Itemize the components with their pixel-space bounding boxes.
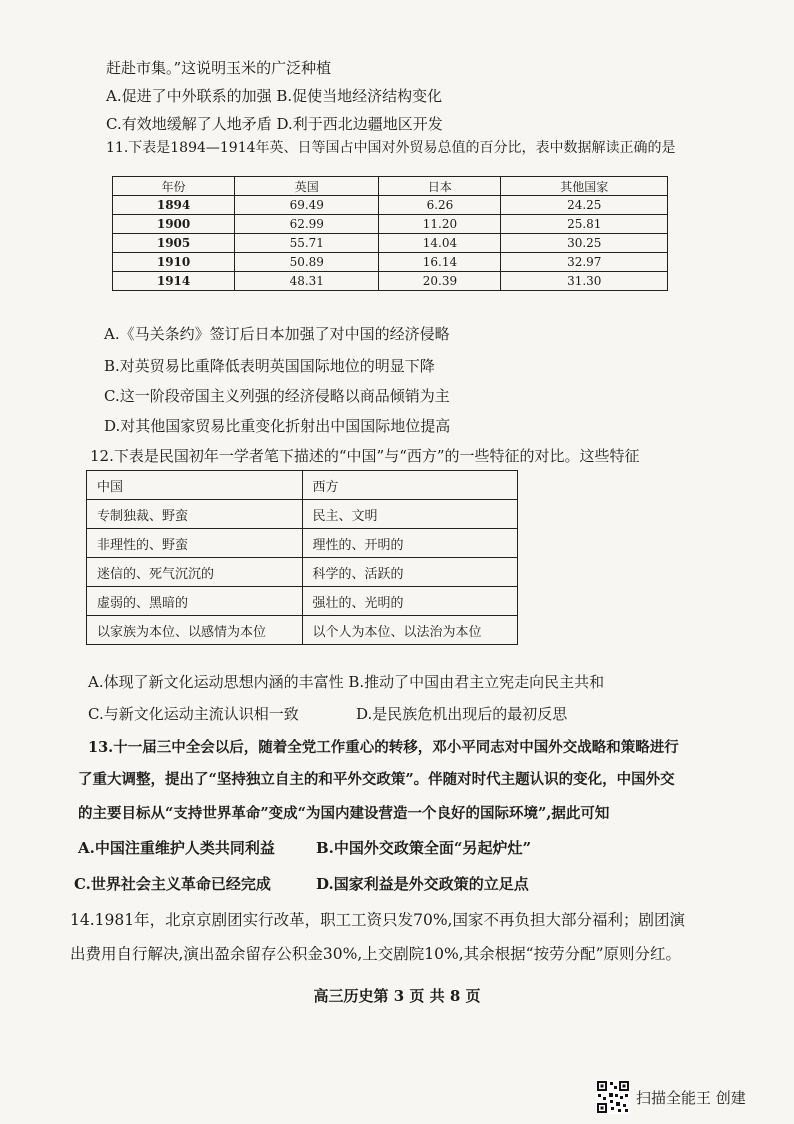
table-cell: 迷信的、死气沉沉的: [87, 558, 303, 587]
table-cell: 科学的、活跃的: [302, 558, 518, 587]
table-cell: 11.20: [379, 215, 501, 234]
q11-option-d: D.对其他国家贸易比重变化折射出中国国际地位提高: [104, 417, 451, 435]
q13-line-1: 13.十一届三中全会以后，随着全党工作重心的转移，邓小平同志对中国外交战略和策略进行: [88, 739, 679, 756]
table-header-cell: 其他国家: [501, 177, 668, 196]
q13-option-b: B.中国外交政策全面“另起炉灶”: [316, 839, 532, 857]
q10-line: 赶赴市集。”这说明玉米的广泛种植: [106, 59, 332, 77]
table-row: [113, 253, 668, 272]
q13-line-3: 的主要目标从“支持世界革命”变成“为国内建设营造一个良好的国际环境”,据此可知: [78, 805, 610, 822]
q13-option-d: D.国家利益是外交政策的立足点: [316, 875, 529, 893]
q12-option-ab: A.体现了新文化运动思想内涵的丰富性 B.推动了中国由君主立宪走向民主共和: [88, 673, 605, 691]
table-row: [87, 616, 518, 645]
table-header-cell: 中国: [87, 471, 303, 500]
q13-line-2: 了重大调整，提出了“坚持独立自主的和平外交政策”。伴随对时代主题认识的变化，中国外交: [78, 771, 675, 788]
q12-stem: 12.下表是民国初年一学者笔下描述的“中国”与“西方”的一些特征的对比。这些特征: [90, 447, 640, 465]
table-cell: 强壮的、光明的: [302, 587, 518, 616]
q14-line-2: 出费用自行解决,演出盈余留存公积金30%,上交剧院10%,其余根据“按劳分配”原则分红。: [70, 945, 682, 963]
table-row: [87, 587, 518, 616]
table-row: [87, 500, 518, 529]
q11-option-b: B.对英贸易比重降低表明英国国际地位的明显下降: [104, 357, 435, 375]
table-cell: 1905: [113, 234, 235, 253]
table-cell: 24.25: [501, 196, 668, 215]
q11-option-a: A.《马关条约》签订后日本加强了对中国的经济侵略: [104, 325, 450, 343]
table-cell: 16.14: [379, 253, 501, 272]
table-cell: 62.99: [235, 215, 379, 234]
table-row: [113, 196, 668, 215]
table-header-cell: 日本: [379, 177, 501, 196]
q11-stem: 11.下表是1894—1914年英、日等国占中国对外贸易总值的百分比，表中数据解读正确的是: [106, 140, 676, 156]
table-cell: 48.31: [235, 272, 379, 291]
table-row: [113, 234, 668, 253]
table-cell: 专制独裁、野蛮: [87, 500, 303, 529]
table-header-row: [113, 177, 668, 196]
table-cell: 以家族为本位、以感情为本位: [87, 616, 303, 645]
table-cell: 31.30: [501, 272, 668, 291]
table-header-row: [87, 471, 518, 500]
table-cell: 25.81: [501, 215, 668, 234]
table-header-cell: 年份: [113, 177, 235, 196]
table-row: [113, 272, 668, 291]
scanner-watermark: [596, 1080, 746, 1114]
table-cell: 55.71: [235, 234, 379, 253]
table-cell: 32.97: [501, 253, 668, 272]
table-cell: 非理性的、野蛮: [87, 529, 303, 558]
q12-comparison-table: [86, 470, 518, 645]
table-row: [113, 215, 668, 234]
q10-option-ab: A.促进了中外联系的加强 B.促使当地经济结构变化: [106, 87, 443, 105]
table-cell: 理性的、开明的: [302, 529, 518, 558]
q11-option-c: C.这一阶段帝国主义列强的经济侵略以商品倾销为主: [104, 387, 450, 405]
table-cell: 6.26: [379, 196, 501, 215]
table-cell: 民主、文明: [302, 500, 518, 529]
table-cell: 1914: [113, 272, 235, 291]
q10-option-cd: C.有效地缓解了人地矛盾 D.利于西北边疆地区开发: [106, 115, 443, 133]
table-cell: 30.25: [501, 234, 668, 253]
table-header-cell: 英国: [235, 177, 379, 196]
table-cell: 14.04: [379, 234, 501, 253]
table-cell: 1900: [113, 215, 235, 234]
table-cell: 20.39: [379, 272, 501, 291]
q11-trade-table: [112, 176, 668, 291]
table-cell: 1894: [113, 196, 235, 215]
scanner-label: 扫描全能王 创建: [636, 1088, 746, 1107]
table-cell: 1910: [113, 253, 235, 272]
table-row: [87, 558, 518, 587]
page-footer: 高三历史第 3 页 共 8 页: [313, 987, 481, 1005]
q12-option-d: D.是民族危机出现后的最初反思: [356, 705, 568, 723]
qr-code-icon: [596, 1080, 630, 1114]
table-cell: 69.49: [235, 196, 379, 215]
table-cell: 50.89: [235, 253, 379, 272]
table-cell: 虚弱的、黑暗的: [87, 587, 303, 616]
q14-line-1: 14.1981年，北京京剧团实行改革，职工工资只发70%,国家不再负担大部分福利；剧团演: [70, 911, 685, 929]
q13-option-a: A.中国注重维护人类共同利益: [78, 839, 275, 857]
table-row: [87, 529, 518, 558]
q13-option-c: C.世界社会主义革命已经完成: [74, 875, 271, 893]
table-header-cell: 西方: [302, 471, 518, 500]
q12-option-c: C.与新文化运动主流认识相一致: [88, 705, 299, 723]
table-cell: 以个人为本位、以法治为本位: [302, 616, 518, 645]
